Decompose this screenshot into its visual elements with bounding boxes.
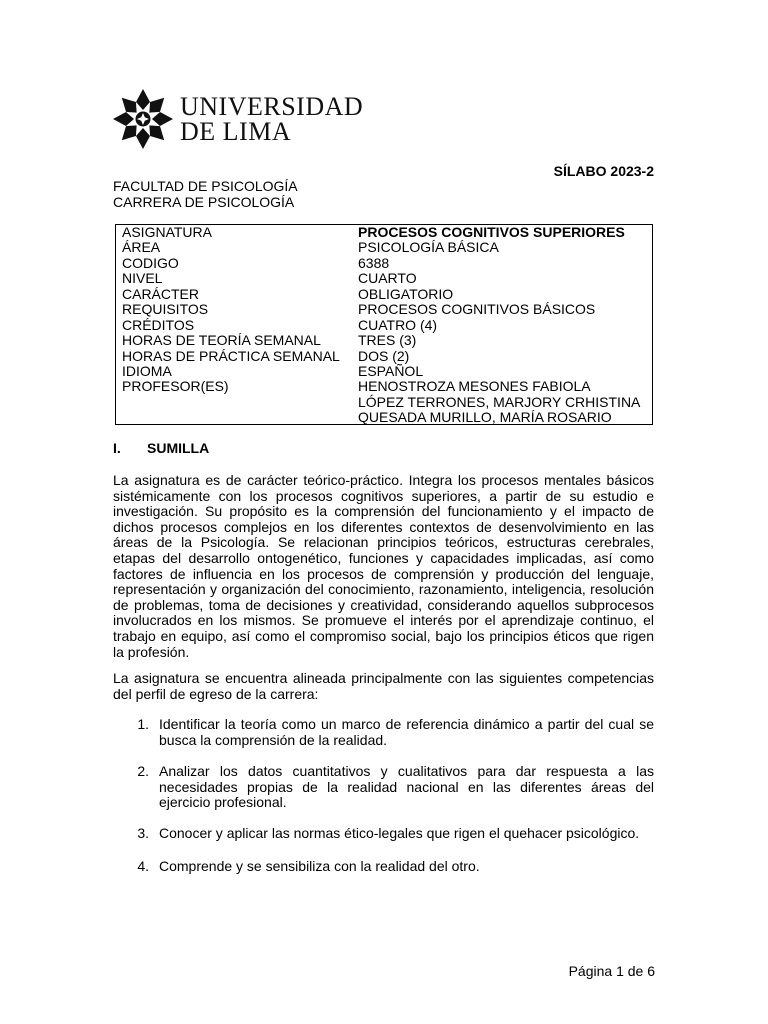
career-name: CARRERA DE PSICOLOGÍA xyxy=(113,193,295,210)
list-item-text: Identificar la teoría como un marco de referencia dinámico a partir del cual se busca la comprensión de la realidad. xyxy=(159,716,654,748)
competencies-intro: La asignatura se encuentra alineada principalmente con las siguientes competencias del perfil de egreso de la carrera: xyxy=(113,670,654,702)
faculty-block xyxy=(113,179,298,210)
info-label: CRÉDITOS xyxy=(122,316,195,333)
info-label: ASIGNATURA xyxy=(122,224,212,240)
star-emblem-icon xyxy=(112,88,174,150)
info-value: DOS (2) xyxy=(358,347,410,364)
info-value: CUATRO (4) xyxy=(358,316,438,333)
info-label: HORAS DE TEORÍA SEMANAL xyxy=(122,332,321,349)
info-value: CUARTO xyxy=(358,270,417,287)
course-info-table xyxy=(115,224,653,425)
list-item-number: 4. xyxy=(137,858,149,874)
university-logo xyxy=(112,88,363,150)
info-value: HENOSTROZA MESONES FABIOLA xyxy=(358,378,591,395)
list-item xyxy=(113,764,654,811)
section-heading xyxy=(113,440,209,456)
info-label: PROFESOR(ES) xyxy=(122,378,229,395)
info-row xyxy=(122,271,652,286)
info-value: LÓPEZ TERRONES, MARJORY CRHISTINA xyxy=(358,393,641,410)
info-row xyxy=(122,349,652,364)
info-value: TRES (3) xyxy=(358,332,417,349)
info-value: PROCESOS COGNITIVOS SUPERIORES xyxy=(358,224,625,240)
info-label: CARÁCTER xyxy=(122,285,200,302)
info-label: REQUISITOS xyxy=(122,301,209,318)
logo-line-1: UNIVERSIDAD xyxy=(180,92,364,121)
info-value: QUESADA MURILLO, MARÍA ROSARIO xyxy=(358,409,612,426)
info-row xyxy=(122,364,652,379)
info-value: PSICOLOGÍA BÁSICA xyxy=(358,239,499,256)
info-label xyxy=(122,410,358,425)
info-row xyxy=(122,256,652,271)
page-number: Página 1 de 6 xyxy=(568,963,655,979)
info-value: PROCESOS COGNITIVOS BÁSICOS xyxy=(358,301,596,318)
logo-line-2: DE LIMA xyxy=(180,117,292,146)
info-label xyxy=(122,395,358,410)
info-row xyxy=(122,395,652,410)
info-row xyxy=(122,333,652,348)
list-item-text: Comprende y se sensibiliza con la realidad del otro. xyxy=(159,858,480,874)
list-item-number: 1. xyxy=(137,716,149,732)
section-title: SUMILLA xyxy=(147,440,210,456)
list-item xyxy=(113,859,654,875)
info-value: 6388 xyxy=(358,254,390,271)
info-row xyxy=(122,302,652,317)
info-label: IDIOMA xyxy=(122,362,172,379)
list-item xyxy=(113,717,654,748)
info-row xyxy=(122,318,652,333)
info-row xyxy=(122,410,652,425)
info-label: CODIGO xyxy=(122,254,179,271)
info-label: ÁREA xyxy=(122,239,161,256)
syllabus-code: SÍLABO 2023-2 xyxy=(553,163,654,179)
list-item xyxy=(113,826,654,842)
list-item-number: 3. xyxy=(137,825,149,841)
faculty-name: FACULTAD DE PSICOLOGÍA xyxy=(113,178,298,194)
summary-paragraph: La asignatura es de carácter teórico-práctico. Integra los procesos mentales básicos sistémicamente con los procesos cognitivos superiores, a partir de su estudio e investigación. Su propósito es la comprensión del funcionamiento y el impacto de dichos procesos complejos en los diferentes contextos de desenvolvimiento en las áreas de la Psicología. Se relacionan principios teóricos, estructuras cerebrales, etapas del desarrollo ontogenético, funciones y capacidades implicadas, así como factores de influencia en los procesos de comprensión y producción del lenguaje, representación y organización del conocimiento, razonamiento, inteligencia, resolución de problemas, toma de decisiones y creatividad, considerando aquellos subprocesos involucrados en los mismos. Se promueve el interés por el aprendizaje continuo, el trabajo en equipo, así como el compromiso social, bajo los principios éticos que rigen la profesión. xyxy=(113,472,654,660)
info-row xyxy=(122,379,652,394)
info-row xyxy=(122,240,652,255)
info-value: OBLIGATORIO xyxy=(358,285,454,302)
section-number: I. xyxy=(113,440,121,456)
info-value: ESPAÑOL xyxy=(358,362,424,379)
info-row xyxy=(122,287,652,302)
list-item-number: 2. xyxy=(137,763,149,779)
info-row xyxy=(122,225,652,240)
list-item-text: Conocer y aplicar las normas ético-legales que rigen el quehacer psicológico. xyxy=(159,825,640,841)
info-label: HORAS DE PRÁCTICA SEMANAL xyxy=(122,347,340,364)
list-item-text: Analizar los datos cuantitativos y cualitativos para dar respuesta a las necesidades propias de la realidad nacional en las diferentes áreas del ejercicio profesional. xyxy=(159,763,654,811)
info-label: NIVEL xyxy=(122,270,163,287)
